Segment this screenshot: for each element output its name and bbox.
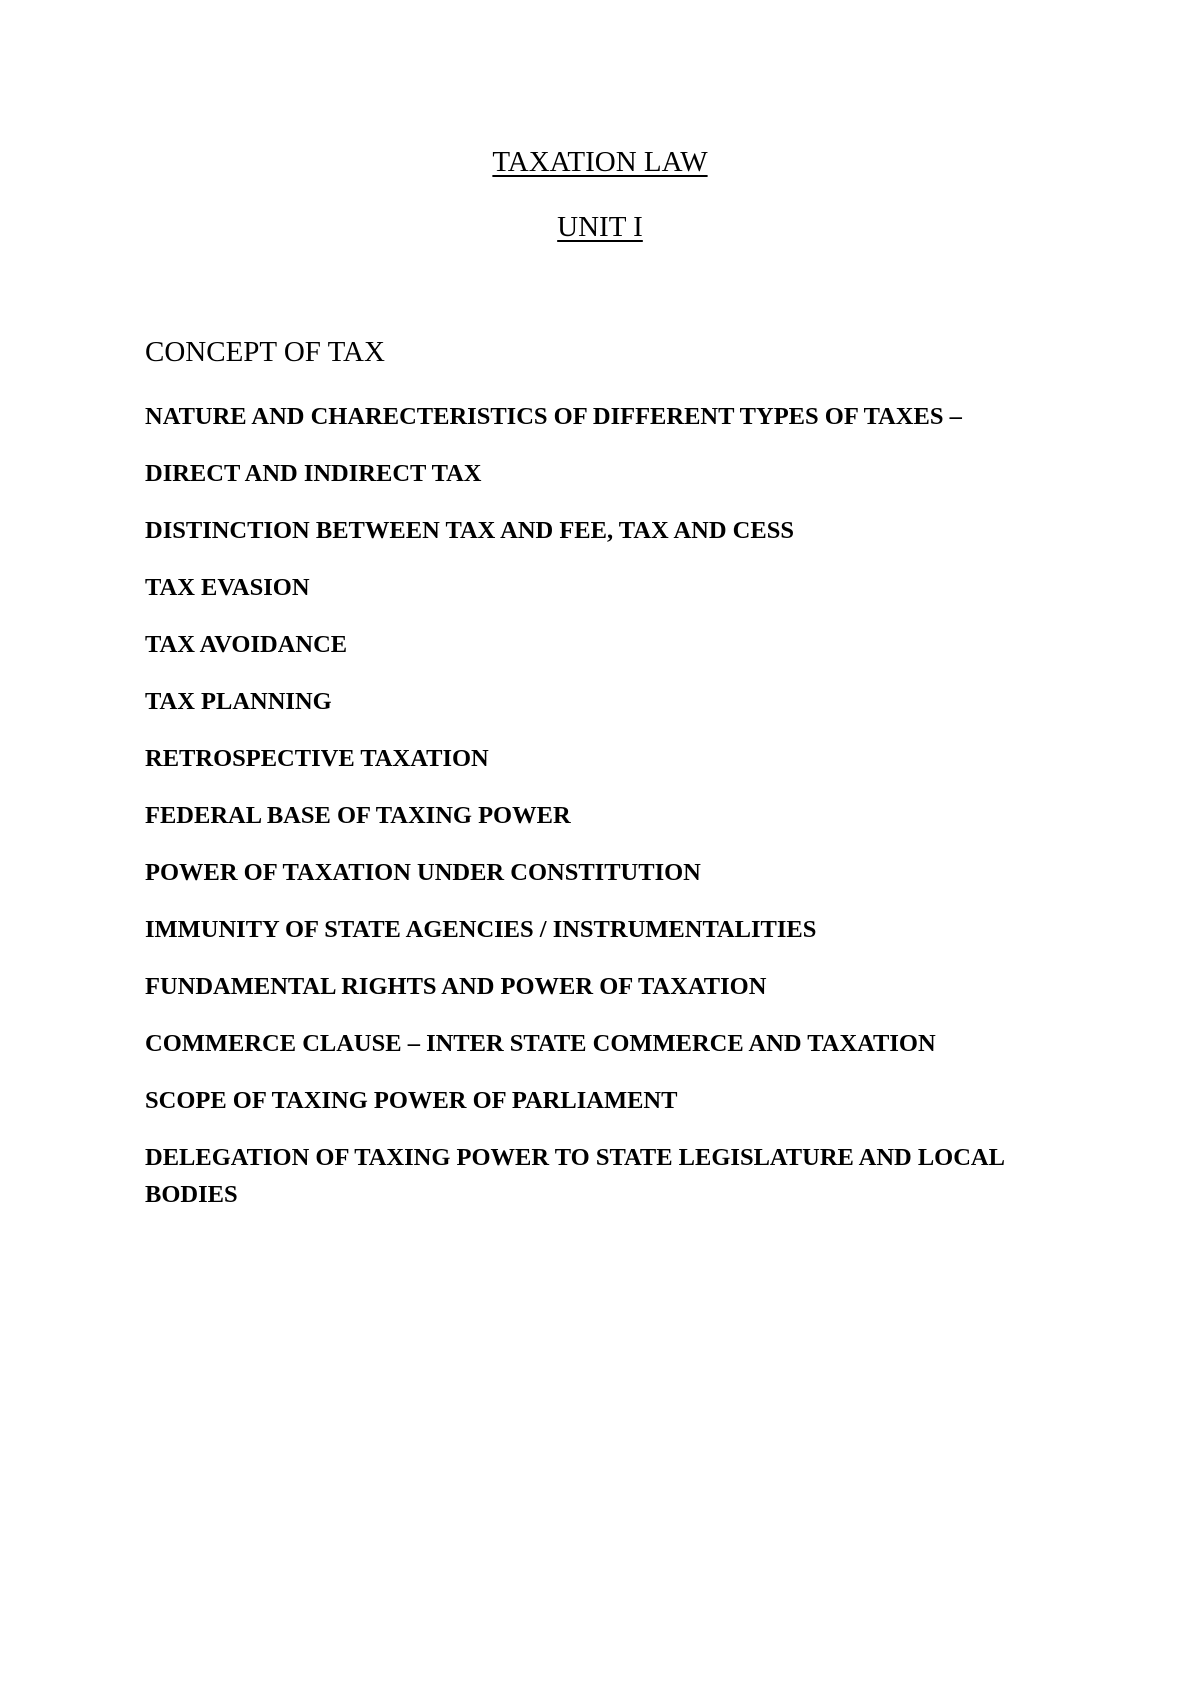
topic-item: NATURE AND CHARECTERISTICS OF DIFFERENT TYPES OF TAXES – xyxy=(145,403,962,430)
topic-item: FUNDAMENTAL RIGHTS AND POWER OF TAXATION xyxy=(145,973,767,1000)
section-heading: CONCEPT OF TAX xyxy=(145,336,385,368)
unit-heading: UNIT I xyxy=(557,211,643,243)
topic-item: TAX PLANNING xyxy=(145,688,332,715)
topic-item: IMMUNITY OF STATE AGENCIES / INSTRUMENTALITIES xyxy=(145,916,817,943)
topic-item: TAX EVASION xyxy=(145,574,310,601)
topic-item: SCOPE OF TAXING POWER OF PARLIAMENT xyxy=(145,1087,678,1114)
topic-item: DELEGATION OF TAXING POWER TO STATE LEGISLATURE AND LOCAL BODIES xyxy=(145,1144,1004,1208)
topic-item: COMMERCE CLAUSE – INTER STATE COMMERCE AND TAXATION xyxy=(145,1030,936,1057)
topic-item: TAX AVOIDANCE xyxy=(145,631,348,658)
topic-list xyxy=(145,398,1045,1233)
document-title: TAXATION LAW xyxy=(492,146,708,178)
topic-item: POWER OF TAXATION UNDER CONSTITUTION xyxy=(145,859,701,886)
topic-item: DIRECT AND INDIRECT TAX xyxy=(145,460,482,487)
topic-item: FEDERAL BASE OF TAXING POWER xyxy=(145,802,571,829)
topic-item: DISTINCTION BETWEEN TAX AND FEE, TAX AND CESS xyxy=(145,517,794,544)
topic-item: RETROSPECTIVE TAXATION xyxy=(145,745,489,772)
